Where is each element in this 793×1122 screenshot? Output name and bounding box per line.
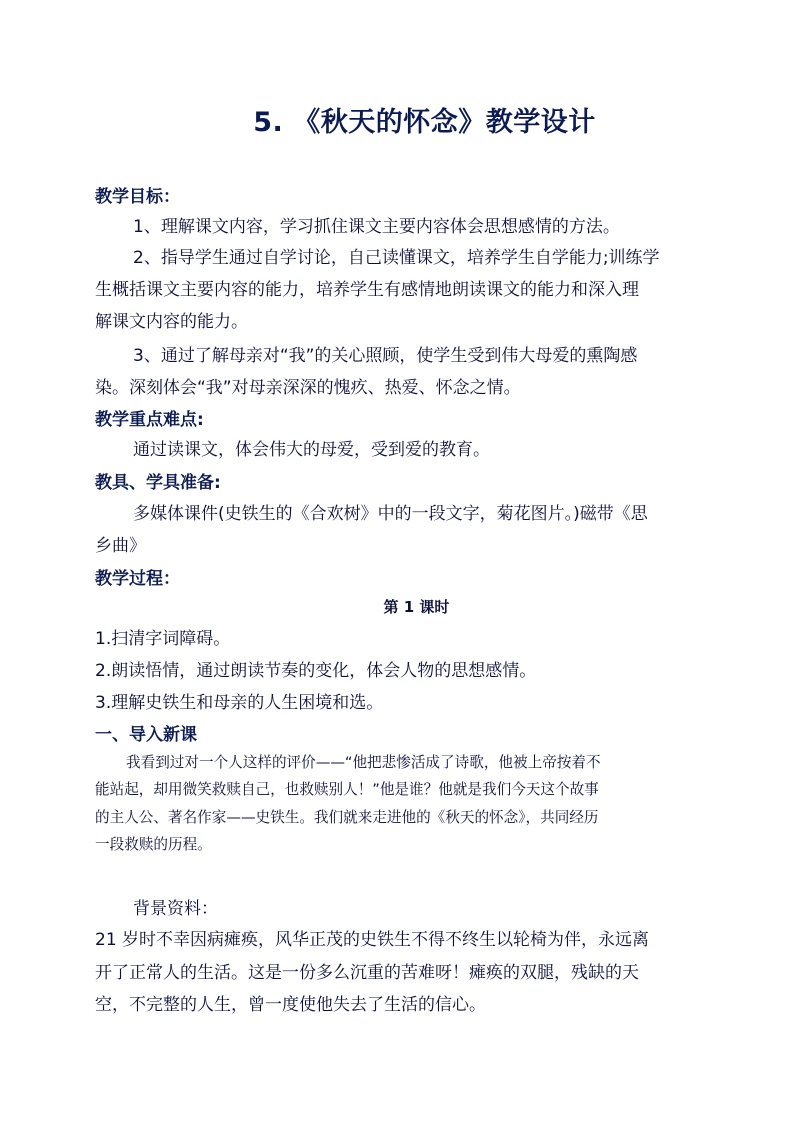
goals-heading: 教学目标：	[95, 187, 180, 207]
goals-line-5: 3、通过了解母亲对“我”的关心照顾，使学生受到伟大母爱的熏陶感	[133, 346, 638, 366]
goals-line-2: 2、指导学生通过自学讨论，自己读懂课文，培养学生自学能力;训练学	[133, 248, 660, 268]
materials-heading: 教具、学具准备:	[95, 473, 221, 493]
process-item-2: 2.朗读悟情，通过朗读节奏的变化，体会人物的思想感情。	[95, 661, 537, 681]
intro-line-4: 一段救赎的历程。	[95, 836, 212, 853]
lesson-label: 第 1 课时	[383, 598, 450, 616]
intro-line-2: 能站起，却用微笑救赎自己，也救赎别人！”他是谁？他就是我们今天这个故事	[95, 781, 599, 798]
materials-line-2: 乡曲》	[95, 536, 146, 556]
background-line-3: 空，不完整的人生，曾一度使他失去了生活的信心。	[95, 995, 486, 1015]
goals-line-1: 1、理解课文内容，学习抓住课文主要内容体会思想感情的方法。	[133, 217, 620, 237]
process-item-3: 3.理解史铁生和母亲的人生困境和选。	[95, 693, 384, 713]
materials-line-1: 多媒体课件(史铁生的《合欢树》中的一段文字，菊花图片。)磁带《思	[133, 504, 648, 524]
process-heading: 教学过程：	[95, 569, 180, 589]
page-title: 5. 《秋天的怀念》教学设计	[253, 107, 596, 138]
process-item-1: 1.扫清字词障碍。	[95, 629, 231, 649]
background-line-2: 开了正常人的生活。这是一份多么沉重的苦难呀！瘫痪的双腿，残缺的天	[95, 963, 639, 983]
intro-line-1: 我看到过对一个人这样的评价——“他把悲惨活成了诗歌，他被上帝按着不	[126, 754, 601, 771]
background-label: 背景资料：	[133, 899, 218, 919]
goals-line-6: 染。深刻体会“我”对母亲深深的愧疚、热爱、怀念之情。	[95, 378, 521, 398]
key-points-heading: 教学重点难点:	[95, 410, 204, 430]
goals-line-4: 解课文内容的能力。	[95, 312, 248, 332]
background-line-1: 21 岁时不幸因病瘫痪，风华正茂的史铁生不得不终生以轮椅为伴，永远离	[95, 930, 650, 950]
goals-line-3: 生概括课文主要内容的能力，培养学生有感情地朗读课文的能力和深入理	[95, 280, 639, 300]
intro-heading: 一、导入新课	[95, 725, 197, 745]
intro-line-3: 的主人公、著名作家——史铁生。我们就来走进他的《秋天的怀念》，共同经历	[95, 809, 599, 826]
key-points-line: 通过读课文，体会伟大的母爱，受到爱的教育。	[133, 440, 490, 460]
